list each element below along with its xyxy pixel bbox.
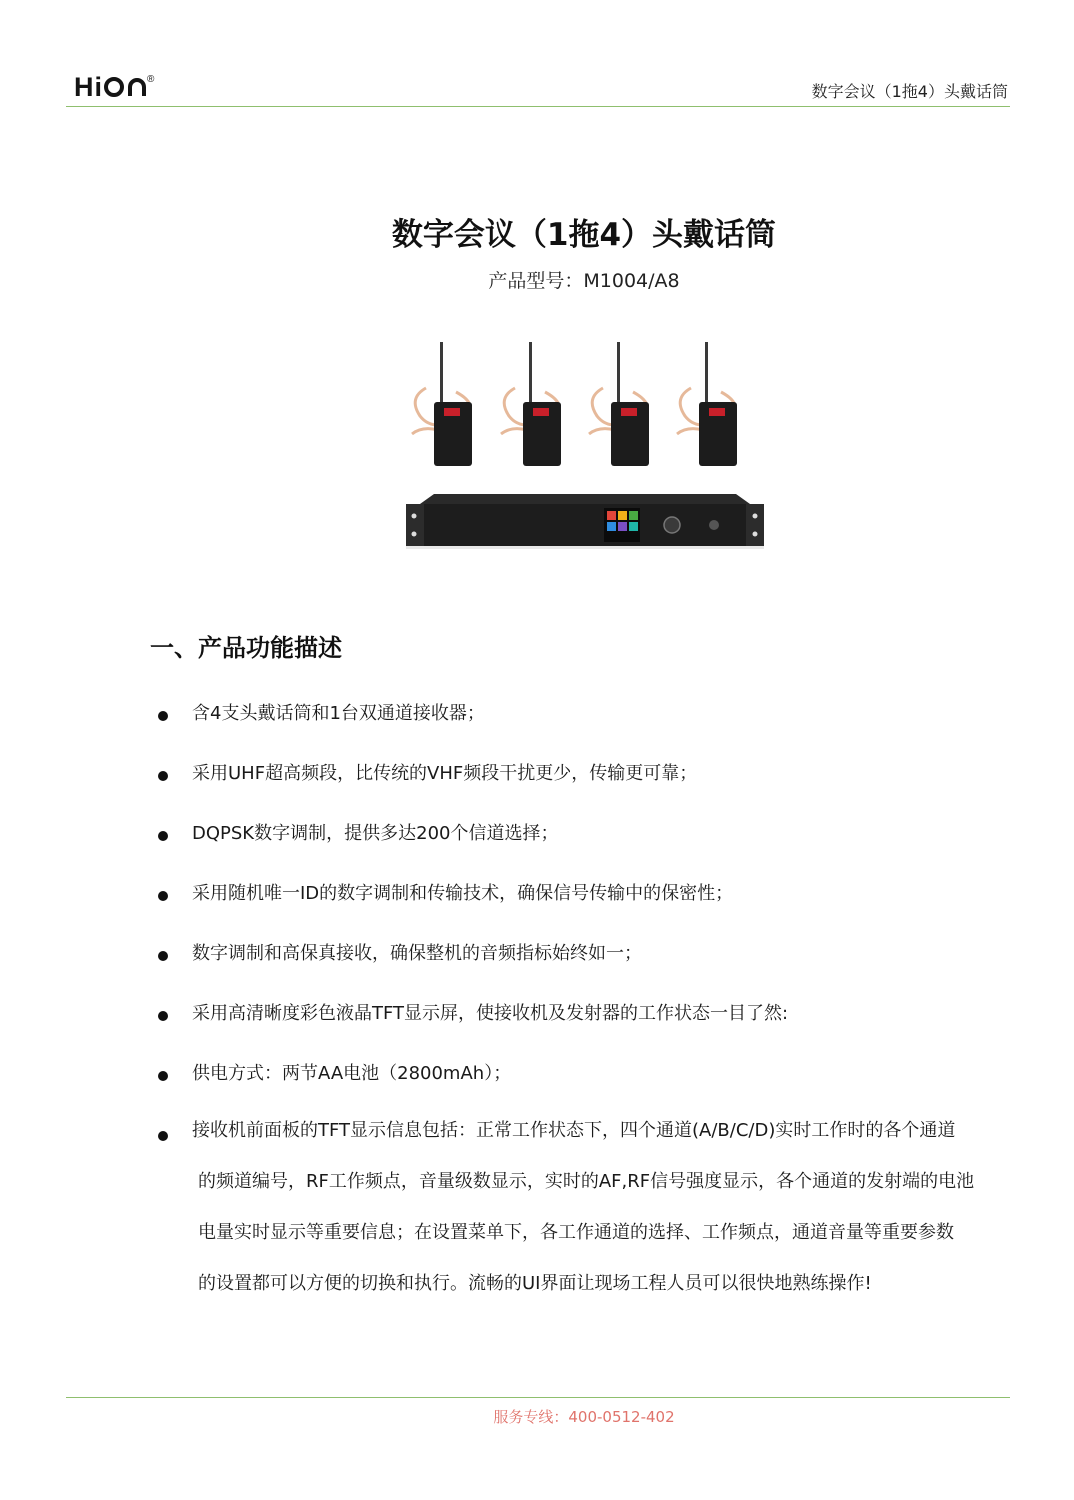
list-item: 采用随机唯一ID的数字调制和传输技术，确保信号传输中的保密性； bbox=[152, 877, 1022, 937]
list-item: 采用UHF超高频段，比传统的VHF频段干扰更少，传输更可靠； bbox=[152, 757, 1022, 817]
list-item-paragraph: 接收机前面板的TFT显示信息包括：正常工作状态下，四个通道(A/B/C/D)实时工作时的各个通道 的频道编号，RF工作频点，音量级数显示，实时的AF,RF信号强度显示，各个通道的发射端的电池 电量实时显示等重要信息；在设置菜单下，各工作通道的选择、工作频点，通道音量等重要参数 的设置都可以方便的切换和执行。流畅的UI界面让现场工程人员可以很快地熟练操作! bbox=[192, 1120, 975, 1294]
page-header bbox=[66, 70, 1010, 108]
bullet-dot-icon bbox=[158, 951, 168, 961]
header-divider bbox=[66, 106, 1010, 107]
service-hotline: 服务专线：400-0512-402 bbox=[493, 1408, 675, 1426]
feature-list bbox=[152, 697, 1022, 1327]
product-image bbox=[396, 336, 770, 576]
headset-mic-1 bbox=[412, 342, 472, 466]
bullet-dot-icon bbox=[158, 1071, 168, 1081]
bullet-dot-icon bbox=[158, 1011, 168, 1021]
list-item: 供电方式：两节AA电池（2800mAh）； bbox=[152, 1057, 1022, 1117]
list-item bbox=[152, 1117, 1022, 1327]
list-item: 数字调制和高保真接收，确保整机的音频指标始终如一； bbox=[152, 937, 1022, 997]
bullet-dot-icon bbox=[158, 831, 168, 841]
brand-logo: Hi ® bbox=[74, 72, 156, 102]
product-model: 产品型号：M1004/A8 bbox=[488, 270, 680, 292]
bullet-dot-icon bbox=[158, 1131, 168, 1141]
receiver-unit bbox=[406, 494, 764, 549]
footer-divider bbox=[66, 1397, 1010, 1398]
bullet-dot-icon bbox=[158, 771, 168, 781]
bullet-dot-icon bbox=[158, 891, 168, 901]
logo-glyph-icon bbox=[103, 76, 147, 98]
list-item: 含4支头戴话筒和1台双通道接收器； bbox=[152, 697, 1022, 757]
header-title: 数字会议（1拖4）头戴话筒 bbox=[811, 82, 1008, 101]
bullet-dot-icon bbox=[158, 711, 168, 721]
section-heading: 一、产品功能描述 bbox=[150, 634, 342, 662]
list-item: DQPSK数字调制，提供多达200个信道选择； bbox=[152, 817, 1022, 877]
document-title: 数字会议（1拖4）头戴话筒 bbox=[391, 217, 777, 253]
list-item: 采用高清晰度彩色液晶TFT显示屏，使接收机及发射器的工作状态一目了然: bbox=[152, 997, 1022, 1057]
headset-mic-4 bbox=[677, 342, 737, 466]
headset-mic-2 bbox=[501, 342, 561, 466]
headset-mic-3 bbox=[589, 342, 649, 466]
